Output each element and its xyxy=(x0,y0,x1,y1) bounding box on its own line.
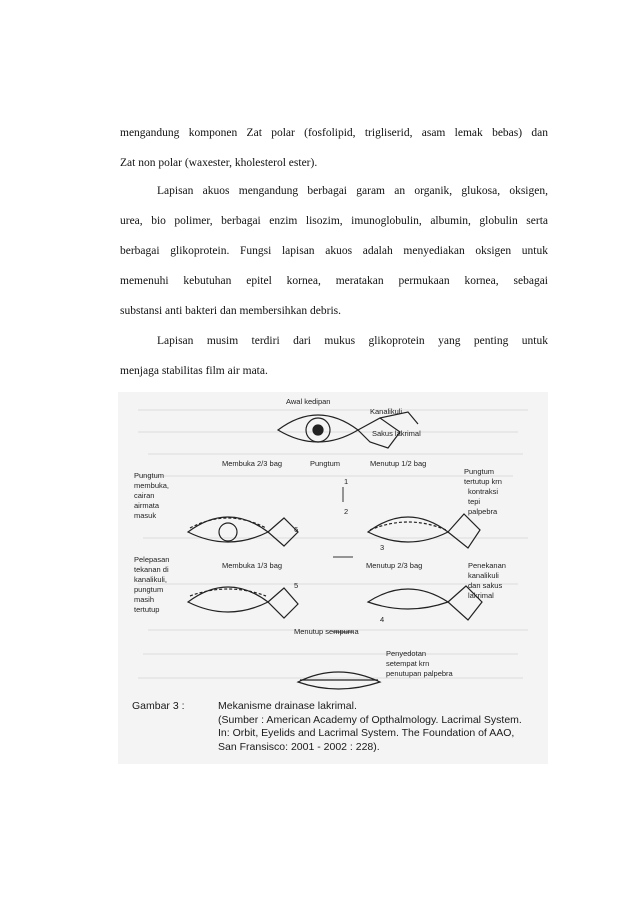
paragraph-line: Zat non polar (waxester, kholesterol ester). xyxy=(120,157,318,169)
label-membuka-13: Membuka 1/3 bag xyxy=(222,561,283,570)
step-number-6: 6 xyxy=(294,525,299,534)
label-pelepasan-5: masih xyxy=(134,595,155,604)
caption-source-line: In: Orbit, Eyelids and Lacrimal System. The Foundation of AAO, xyxy=(218,727,515,739)
label-pungtum-membuka-2: membuka, xyxy=(134,481,170,490)
step-number-4: 4 xyxy=(380,615,385,624)
label-pungtum-membuka-3: cairan xyxy=(134,491,155,500)
caption-source-line: San Fransisco: 2001 - 2002 : 228). xyxy=(218,740,380,753)
eye-step-4 xyxy=(368,586,482,620)
figure-caption xyxy=(132,700,552,754)
label-pungtum-membuka-1: Pungtum xyxy=(134,471,165,480)
label-penekanan-2: kanalikuli xyxy=(468,571,499,580)
label-menutup-12: Menutup 1/2 bag xyxy=(370,459,427,468)
label-menutup-sempurna: Menutup sempurna xyxy=(294,627,359,636)
label-pelepasan-2: tekanan di xyxy=(134,565,169,574)
label-menutup-23: Menutup 2/3 bag xyxy=(366,561,423,570)
caption-label: Gambar 3 : xyxy=(132,700,185,712)
paragraph-3 xyxy=(120,326,548,386)
step-arrows xyxy=(333,487,353,632)
paragraph-line: Lapisan musim terdiri dari mukus glikoprotein yang penting untuk xyxy=(157,335,548,347)
label-pelepasan-4: pungtum xyxy=(134,585,164,594)
caption-title: Mekanisme drainase lakrimal. xyxy=(218,700,357,712)
label-pelepasan-3: kanalikuli, xyxy=(134,575,167,584)
label-pungtum-tertutup-1: Pungtum xyxy=(464,467,495,476)
label-pungtum-membuka-5: masuk xyxy=(134,511,157,520)
paragraph-line: substansi anti bakteri dan membersihkan debris. xyxy=(120,305,342,317)
step-number-2: 2 xyxy=(344,507,349,516)
eye-step-3 xyxy=(368,514,480,548)
label-penyedotan-2: setempat krn xyxy=(386,659,430,668)
label-pungtum-tertutup-4: tepi xyxy=(468,497,481,506)
label-sakus-lakrimal: Sakus lakrimal xyxy=(372,429,421,438)
paragraph-line: memenuhi kebutuhan epitel kornea, meratakan permukaan kornea, sebagai xyxy=(120,275,548,287)
paragraph-2 xyxy=(120,176,548,326)
label-penekanan-3: dan sakus xyxy=(468,581,503,590)
eye-step-2 xyxy=(188,517,298,546)
caption-source-line: (Sumber : American Academy of Opthalmology. Lacrimal System. xyxy=(218,713,522,726)
label-pungtum-tertutup-3: kontraksi xyxy=(468,487,499,496)
paragraph-line: urea, bio polimer, berbagai enzim lisozim, imunoglobulin, albumin, globulin serta xyxy=(120,215,548,227)
label-penekanan-1: Penekanan xyxy=(468,561,506,570)
eye-step-5 xyxy=(298,672,380,689)
paragraph-line: menjaga stabilitas film air mata. xyxy=(120,365,268,377)
step-number-3: 3 xyxy=(380,543,385,552)
label-penyedotan-3: penutupan palpebra xyxy=(386,669,453,678)
label-pelepasan-1: Pelepasan xyxy=(134,555,170,564)
label-pelepasan-6: tertutup xyxy=(134,605,160,614)
label-pungtum-membuka-4: airmata xyxy=(134,501,160,510)
label-pungtum: Pungtum xyxy=(310,459,341,468)
label-pungtum-tertutup-2: tertutup krn xyxy=(464,477,502,486)
label-kanalikuli: Kanalikuli xyxy=(370,407,403,416)
label-pungtum-tertutup-5: palpebra xyxy=(468,507,498,516)
paragraph-line: mengandung komponen Zat polar (fosfolipid, trigliserid, asam lemak bebas) dan xyxy=(120,127,548,139)
step-number-5: 5 xyxy=(294,581,299,590)
label-membuka-23: Membuka 2/3 bag xyxy=(222,459,283,468)
paragraph-line: berbagai glikoprotein. Fungsi lapisan akuos adalah menyediakan oksigen untuk xyxy=(120,245,548,257)
eye-step-6 xyxy=(188,587,298,618)
step-number-1: 1 xyxy=(344,477,349,486)
label-penyedotan-1: Penyedotan xyxy=(386,649,427,658)
paragraph-1 xyxy=(120,118,548,178)
label-awal-kedipan: Awal kedipan xyxy=(286,397,331,406)
paragraph-line: Lapisan akuos mengandung berbagai garam an organik, glukosa, oksigen, xyxy=(157,185,548,197)
label-penekanan-4: lakrimal xyxy=(468,591,494,600)
